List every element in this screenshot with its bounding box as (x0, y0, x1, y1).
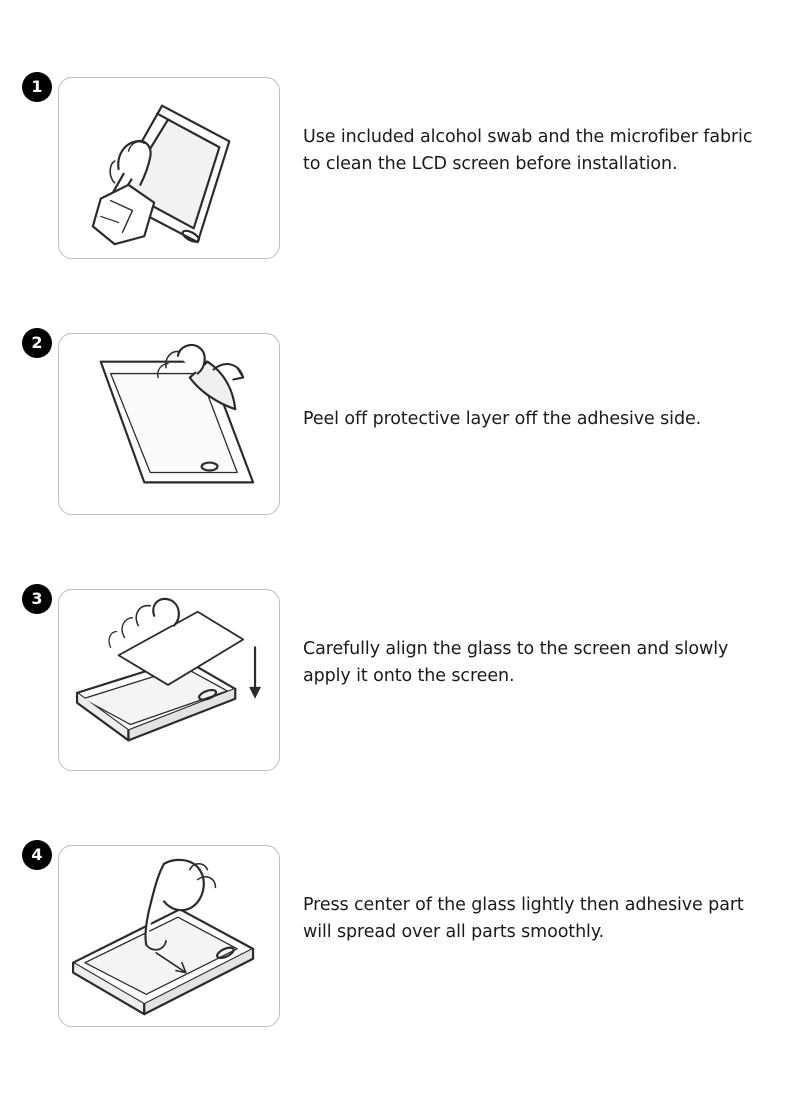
instruction-step-4 (0, 840, 800, 1088)
step-caption-4: Press center of the glass lightly then adhesive part will spread over all parts smoothly. (303, 895, 744, 943)
step-caption-2: Peel off protective layer off the adhesive side. (303, 409, 702, 429)
step-number-badge-4: 4 (22, 840, 52, 870)
step-number-badge-2: 2 (22, 328, 52, 358)
align-glass-to-screen-illustration (58, 589, 280, 771)
instruction-step-3 (0, 584, 800, 832)
phone-cleaning-cloth-illustration (58, 77, 280, 259)
instruction-step-1 (0, 72, 800, 320)
step-caption-1: Use included alcohol swab and the microfiber fabric to clean the LCD screen before installation. (303, 127, 753, 175)
step-number-badge-3: 3 (22, 584, 52, 614)
press-center-of-glass-illustration (58, 845, 280, 1027)
peel-protective-layer-illustration (58, 333, 280, 515)
steps-list (0, 72, 800, 1088)
instruction-step-2 (0, 328, 800, 576)
step-caption-3: Carefully align the glass to the screen and slowly apply it onto the screen. (303, 639, 729, 687)
step-number-badge-1: 1 (22, 72, 52, 102)
